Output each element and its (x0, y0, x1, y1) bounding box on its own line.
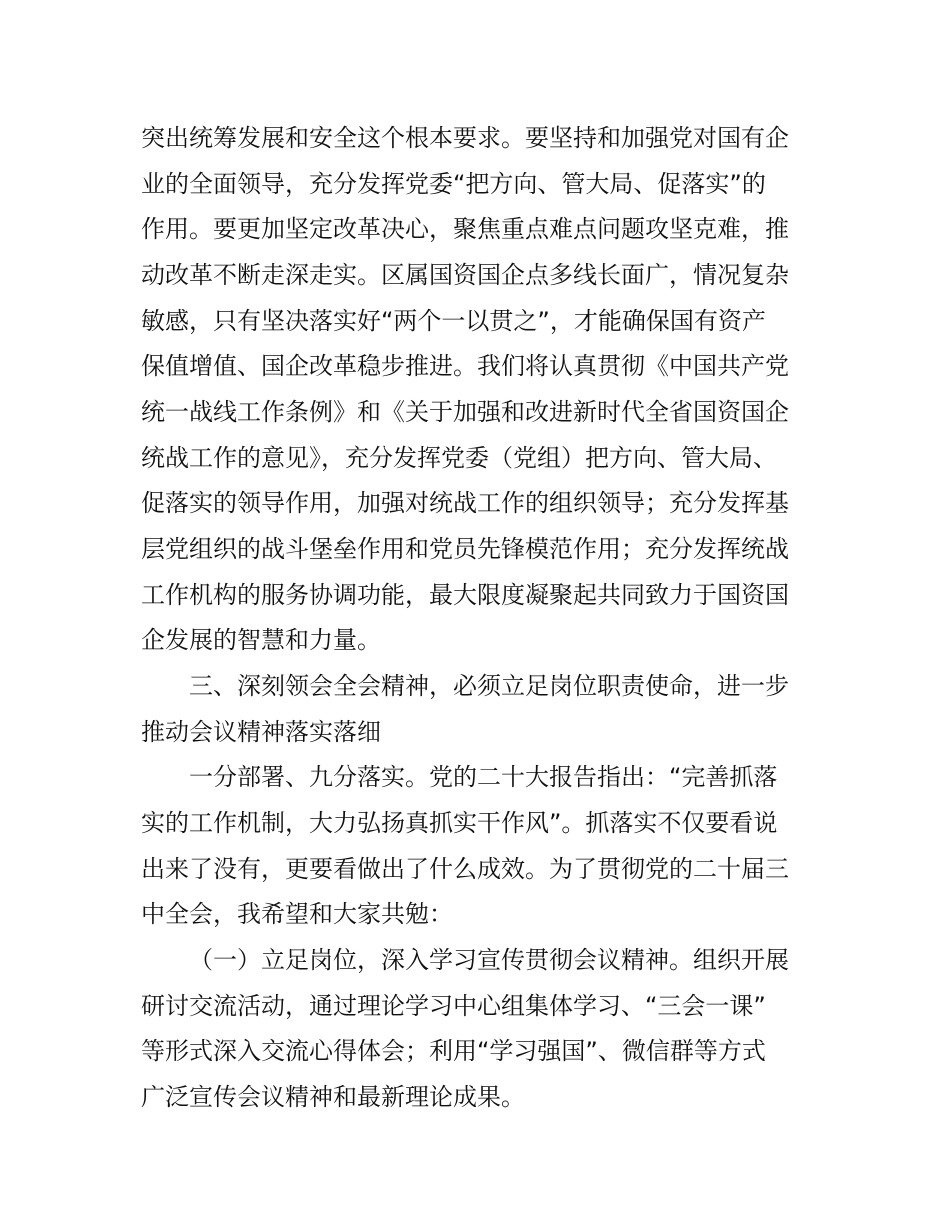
body-text-line: 出来了没有，更要看做出了什么成效。为了贯彻党的二十届三 (141, 855, 789, 883)
body-text-line: 实的工作机制，大力弘扬真抓实干作风”。抓落实不仅要看说 (141, 809, 778, 837)
body-text-line: 中全会，我希望和大家共勉： (141, 900, 453, 928)
body-text-line: 作用。要更加坚定改革决心，聚焦重点难点问题攻坚克难，推 (141, 215, 789, 243)
body-text-line: 敏感，只有坚决落实好“两个一以贯之”，才能确保国有资产 (141, 307, 766, 335)
section-heading-continuation: 推动会议精神落实落细 (141, 718, 381, 746)
body-text-line: 业的全面领导，充分发挥党委“把方向、管大局、促落实”的 (141, 170, 766, 198)
body-text-line: 工作机构的服务协调功能，最大限度凝聚起共同致力于国资国 (141, 581, 789, 609)
section-heading: 三、深刻领会全会精神，必须立足岗位职责使命，进一步 (189, 672, 789, 700)
body-text-line: 统一战线工作条例》和《关于加强和改进新时代全省国资国企 (141, 398, 789, 426)
body-text-line: 广泛宣传会议精神和最新理论成果。 (141, 1083, 525, 1111)
body-text-line: 研讨交流活动，通过理论学习中心组集体学习、“三会一课” (141, 992, 766, 1020)
body-text-line: 促落实的领导作用，加强对统战工作的组织领导；充分发挥基 (141, 489, 789, 517)
body-text-line: 一分部署、九分落实。党的二十大报告指出：“完善抓落 (189, 763, 778, 791)
body-text-line: 层党组织的战斗堡垒作用和党员先锋模范作用；充分发挥统战 (141, 535, 789, 563)
body-text-line: 企发展的智慧和力量。 (141, 626, 381, 654)
subsection-line: （一）立足岗位，深入学习宣传贯彻会议精神。组织开展 (189, 946, 789, 974)
body-text-line: 突出统筹发展和安全这个根本要求。要坚持和加强党对国有企 (141, 124, 789, 152)
body-text-line: 等形式深入交流心得体会；利用“学习强国”、微信群等方式 (141, 1037, 766, 1065)
body-text-line: 保值增值、国企改革稳步推进。我们将认真贯彻《中国共产党 (141, 352, 789, 380)
body-text-line: 动改革不断走深走实。区属国资国企点多线长面广，情况复杂 (141, 261, 789, 289)
body-text-line: 统战工作的意见》，充分发挥党委（党组）把方向、管大局、 (141, 444, 777, 472)
